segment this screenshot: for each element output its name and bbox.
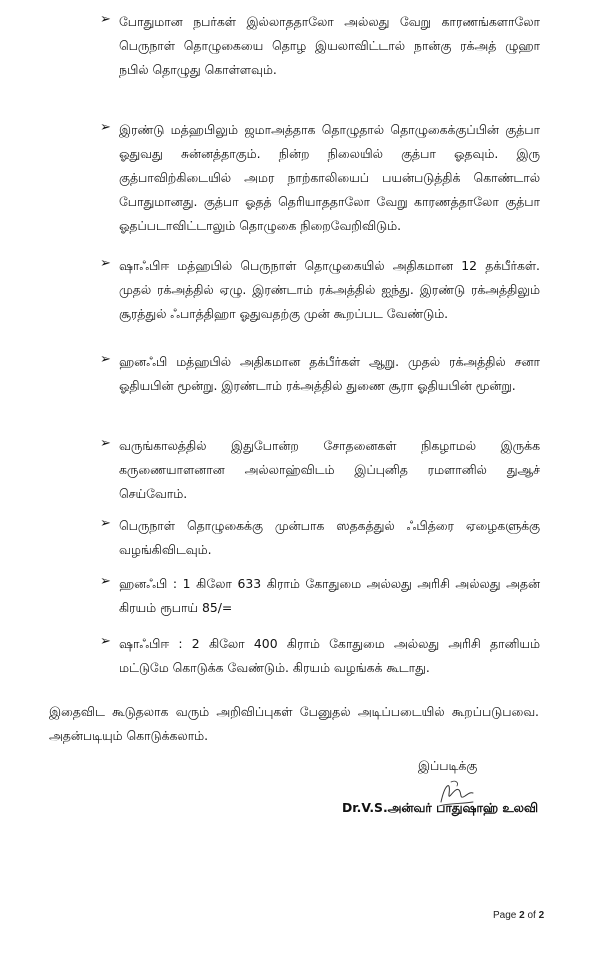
page-number bbox=[493, 910, 544, 921]
page-number-current: 2 bbox=[519, 910, 525, 921]
arrow-bullet-icon: ➢ bbox=[100, 516, 111, 531]
page-number-total: 2 bbox=[538, 910, 545, 921]
bullet-text: ஹனஃபி : 1 கிலோ 633 கிராம் கோதுமை அல்லது அரிசி அல்லது அதன் கிரயம் ரூபாய் 85/= bbox=[119, 576, 540, 615]
arrow-bullet-icon: ➢ bbox=[100, 120, 111, 135]
closing-paragraph: இதைவிட கூடுதலாக வரும் அறிவிப்புகள் பேனுதல் அடிப்படையில் கூறப்படுபவை. அதன்படியும் கொடுக்கலாம். bbox=[49, 704, 539, 743]
bullet-text: இரண்டு மத்ஹபிலும் ஜமாஅத்தாக தொழுதால் தொழுகைக்குப்பின் குத்பா ஓதுவது சுன்னத்தாகும். நின்ற நிலையில் குத்பா ஓதவும். இரு குத்பாவிற்கிடையில் அமர நாற்காலியைப் பயன்படுத்திக் கொண்டால் போதுமானது. குத்பா ஓதத் தெரியாததாலோ வேறு காரணத்தாலோ குத்பா ஓதப்படாவிட்டாலும் தொழுகை நிறைவேறிவிடும். bbox=[119, 122, 540, 233]
bullet-text: பெருநாள் தொழுகைக்கு முன்பாக ஸதகத்துல் ஃபித்ரை ஏழைகளுக்கு வழங்கிவிடவும். bbox=[119, 518, 540, 557]
bullet-text: ஹனஃபி மத்ஹபில் அதிகமான தக்பீர்கள் ஆறு. முதல் ரக்அத்தில் சனா ஓதியபின் மூன்று. இரண்டாம் ரக்அத்தில் துணை சூரா ஓதியபின் மூன்று. bbox=[119, 354, 540, 393]
arrow-bullet-icon: ➢ bbox=[100, 574, 111, 589]
bullet-text: போதுமான நபர்கள் இல்லாததாலோ அல்லது வேறு காரணங்களாலோ பெருநாள் தொழுகையை தொழ இயலாவிட்டால் நான்கு ரக்அத் ழுஹா நபில் தொழுது கொள்ளவும். bbox=[119, 14, 540, 77]
page-number-prefix: Page bbox=[493, 910, 517, 921]
signature-greeting: இப்படிக்கு bbox=[418, 758, 478, 773]
bullet-text: ஷாஃபிஈ : 2 கிலோ 400 கிராம் கோதுமை அல்லது அரிசி தானியம் மட்டுமே கொடுக்க வேண்டும். கிரயம் வழங்கக் கூடாது. bbox=[119, 636, 540, 675]
bullet-text: ஷாஃபிஈ மத்ஹபில் பெருநாள் தொழுகையில் அதிகமான 12 தக்பீர்கள். முதல் ரக்அத்தில் ஏழு. இரண்டாம் ரக்அத்தில் ஐந்து. இரண்டு ரக்அத்திலும் சூரத்துல் ஃபாத்திஹா ஓதுவதற்கு முன் கூறப்பட வேண்டும். bbox=[119, 258, 540, 321]
arrow-bullet-icon: ➢ bbox=[100, 634, 111, 649]
arrow-bullet-icon: ➢ bbox=[100, 436, 111, 451]
arrow-bullet-icon: ➢ bbox=[100, 12, 111, 27]
signatory-name: Dr.V.S.அன்வர் பாதுஷாஹ் உலவி bbox=[342, 800, 538, 815]
page-number-separator: of bbox=[527, 910, 536, 921]
arrow-bullet-icon: ➢ bbox=[100, 352, 111, 367]
bullet-text: வருங்காலத்தில் இதுபோன்ற சோதனைகள் நிகழாமல் இருக்க கருணையாளனான அல்லாஹ்விடம் இப்புனித ரமளானில் துஆச் செய்வோம். bbox=[119, 438, 540, 501]
arrow-bullet-icon: ➢ bbox=[100, 256, 111, 271]
